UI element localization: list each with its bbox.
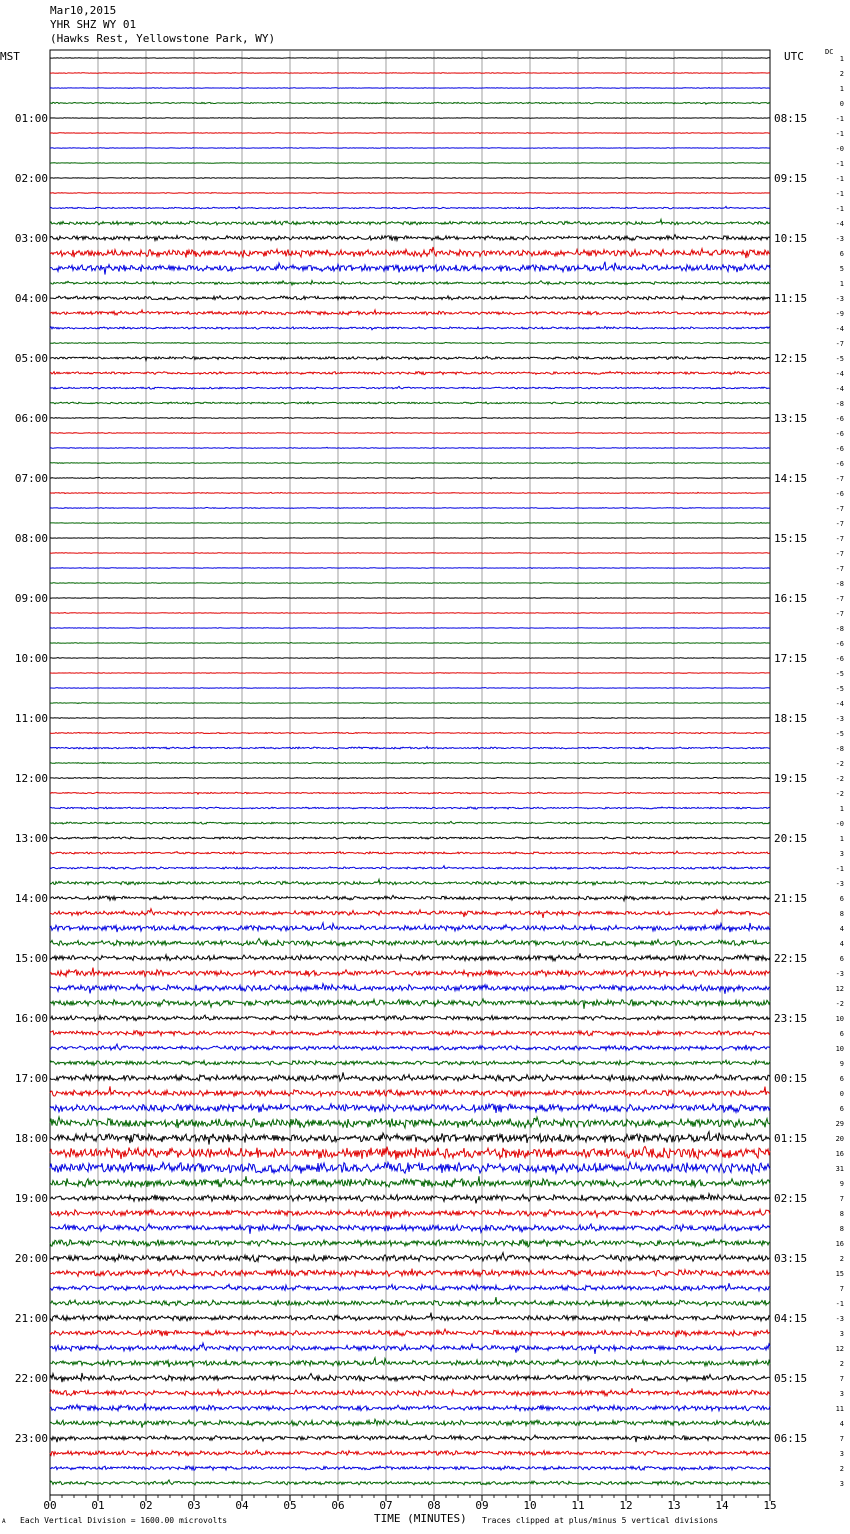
dc-offset-label: 7	[839, 1195, 844, 1203]
trace-line	[50, 296, 770, 300]
left-hour-label: 11:00	[14, 712, 48, 725]
trace-line	[50, 1015, 770, 1021]
dc-offset-label: 8	[839, 1225, 844, 1233]
right-hour-label: 21:15	[774, 892, 808, 905]
x-tick-label: 10	[523, 1499, 537, 1512]
dc-offset-label: -2	[835, 790, 844, 798]
dc-offset-label: -3	[835, 1315, 844, 1323]
dc-offset-label: 2	[839, 1465, 844, 1473]
left-hour-label: 04:00	[14, 292, 48, 305]
x-tick-label: 04	[235, 1499, 249, 1512]
trace-line	[50, 673, 770, 674]
trace-line	[50, 262, 770, 275]
trace-line	[50, 1269, 770, 1277]
dc-offset-label: -3	[835, 970, 844, 978]
scale-note: Each Vertical Division = 1600.00 microvolts	[20, 1516, 228, 1525]
trace-line	[50, 58, 770, 59]
trace-line	[50, 939, 770, 947]
trace-line	[50, 1044, 770, 1050]
dc-offset-label: -4	[835, 385, 844, 393]
x-tick-label: 03	[187, 1499, 201, 1512]
left-hour-label: 14:00	[14, 892, 48, 905]
dc-offset-label: -4	[835, 325, 844, 333]
dc-offset-label: 1	[839, 835, 844, 843]
trace-line	[50, 1480, 770, 1485]
dc-offset-label: -8	[835, 625, 844, 633]
trace-line	[50, 492, 770, 493]
dc-offset-label: 1	[839, 280, 844, 288]
left-hour-label: 05:00	[14, 352, 48, 365]
right-hour-label: 02:15	[774, 1192, 808, 1205]
trace-line	[50, 327, 770, 330]
dc-offset-label: -5	[835, 670, 844, 678]
corner-mark: A	[2, 1518, 6, 1525]
trace-line	[50, 657, 770, 658]
trace-line	[50, 953, 770, 961]
right-hour-label: 10:15	[774, 232, 808, 245]
left-hour-label: 13:00	[14, 832, 48, 845]
left-hour-label: 03:00	[14, 232, 48, 245]
x-tick-label: 12	[619, 1499, 633, 1512]
trace-line	[50, 1297, 770, 1306]
trace-line	[50, 553, 770, 554]
trace-line	[50, 1147, 770, 1160]
left-hour-label: 07:00	[14, 472, 48, 485]
dc-offset-label: 8	[839, 910, 844, 918]
right-hour-label: 13:15	[774, 412, 808, 425]
dc-offset-label: 3	[839, 1390, 844, 1398]
dc-offset-label: -6	[835, 415, 844, 423]
trace-line	[50, 613, 770, 614]
dc-offset-label: -4	[835, 220, 844, 228]
dc-offset-label: -6	[835, 430, 844, 438]
trace-line	[50, 1253, 770, 1262]
trace-line	[50, 923, 770, 932]
trace-line	[50, 777, 770, 779]
trace-line	[50, 163, 770, 164]
trace-line	[50, 386, 770, 389]
station-location: (Hawks Rest, Yellowstone Park, WY)	[50, 32, 276, 45]
trace-line	[50, 342, 770, 344]
dc-offset-label: -7	[835, 610, 844, 618]
dc-offset-label: 6	[839, 1105, 844, 1113]
trace-line	[50, 703, 770, 704]
trace-line	[50, 909, 770, 918]
dc-offset-label: 15	[835, 1270, 844, 1278]
right-hour-label: 18:15	[774, 712, 808, 725]
trace-line	[50, 821, 770, 824]
trace-line	[50, 538, 770, 539]
dc-offset-label: -1	[835, 1300, 844, 1308]
dc-offset-label: 6	[839, 955, 844, 963]
dc-offset-label: -3	[835, 235, 844, 243]
trace-line	[50, 235, 770, 241]
right-hour-label: 19:15	[774, 772, 808, 785]
trace-line	[50, 310, 770, 315]
left-hour-label: 22:00	[14, 1372, 48, 1385]
dc-offset-label: -1	[835, 115, 844, 123]
dc-offset-label: -8	[835, 400, 844, 408]
trace-line	[50, 851, 770, 854]
dc-offset-label: -5	[835, 685, 844, 693]
left-hour-label: 20:00	[14, 1252, 48, 1265]
trace-line	[50, 1388, 770, 1396]
dc-offset-label: 9	[839, 1180, 844, 1188]
dc-offset-label: -9	[835, 310, 844, 318]
right-hour-label: 09:15	[774, 172, 808, 185]
trace-line	[50, 1373, 770, 1382]
x-tick-label: 00	[43, 1499, 57, 1512]
dc-offset-label: -7	[835, 475, 844, 483]
trace-line	[50, 88, 770, 89]
dc-offset-label: 16	[835, 1150, 844, 1158]
dc-offset-label: 2	[839, 1360, 844, 1368]
right-hour-label: 01:15	[774, 1132, 808, 1145]
dc-offset-label: -6	[835, 655, 844, 663]
trace-line	[50, 628, 770, 629]
x-tick-label: 02	[139, 1499, 153, 1512]
dc-offset-label: -1	[835, 190, 844, 198]
dc-offset-label: 3	[839, 1450, 844, 1458]
dc-offset-label: -1	[835, 175, 844, 183]
left-hour-label: 08:00	[14, 532, 48, 545]
trace-line	[50, 1132, 770, 1145]
dc-offset-label: 1	[839, 85, 844, 93]
trace-line	[50, 1162, 770, 1174]
dc-offset-label: -2	[835, 775, 844, 783]
dc-offset-label: -6	[835, 490, 844, 498]
trace-line	[50, 1313, 770, 1321]
left-hour-label: 09:00	[14, 592, 48, 605]
trace-line	[50, 1224, 770, 1234]
x-tick-label: 05	[283, 1499, 297, 1512]
trace-line	[50, 477, 770, 479]
trace-line	[50, 583, 770, 584]
trace-line	[50, 417, 770, 418]
right-hour-label: 04:15	[774, 1312, 808, 1325]
trace-line	[50, 643, 770, 644]
dc-offset-label: -5	[835, 730, 844, 738]
left-hour-label: 15:00	[14, 952, 48, 965]
dc-offset-label: 7	[839, 1285, 844, 1293]
dc-offset-label: 2	[839, 1255, 844, 1263]
dc-offset-label: 5	[839, 265, 844, 273]
trace-line	[50, 447, 770, 448]
dc-offset-label: 12	[835, 1345, 844, 1353]
trace-line	[50, 1117, 770, 1128]
dc-offset-label: -2	[835, 760, 844, 768]
x-tick-label: 01	[91, 1499, 105, 1512]
dc-offset-label: 6	[839, 1075, 844, 1083]
dc-offset-label: -0	[835, 145, 844, 153]
dc-offset-label: -6	[835, 445, 844, 453]
trace-line	[50, 792, 770, 794]
trace-line	[50, 1240, 770, 1247]
x-tick-label: 06	[331, 1499, 345, 1512]
right-hour-label: 05:15	[774, 1372, 808, 1385]
dc-offset-label: 6	[839, 1030, 844, 1038]
trace-line	[50, 718, 770, 719]
dc-offset-label: -6	[835, 460, 844, 468]
clip-note: Traces clipped at plus/minus 5 vertical divisions	[482, 1516, 719, 1525]
dc-offset-label: -7	[835, 565, 844, 573]
left-hour-label: 23:00	[14, 1432, 48, 1445]
dc-offset-label: -4	[835, 700, 844, 708]
dc-offset-label: 8	[839, 1210, 844, 1218]
trace-line	[50, 895, 770, 900]
left-hour-label: 12:00	[14, 772, 48, 785]
trace-line	[50, 807, 770, 809]
dc-offset-label: -1	[835, 205, 844, 213]
trace-line	[50, 133, 770, 134]
dc-offset-label: 16	[835, 1240, 844, 1248]
x-tick-label: 14	[715, 1499, 729, 1512]
dc-offset-label: -8	[835, 745, 844, 753]
dc-offset-label: -7	[835, 535, 844, 543]
dc-offset-label: -4	[835, 370, 844, 378]
trace-line	[50, 1209, 770, 1218]
dc-offset-label: 3	[839, 1330, 844, 1338]
station-code: YHR SHZ WY 01	[50, 18, 137, 31]
left-hour-label: 17:00	[14, 1072, 48, 1085]
right-hour-label: 00:15	[774, 1072, 808, 1085]
dc-offset-label: 4	[839, 925, 844, 933]
trace-line	[50, 356, 770, 360]
right-hour-label: 20:15	[774, 832, 808, 845]
dc-offset-label: 3	[839, 850, 844, 858]
right-hour-label: 17:15	[774, 652, 808, 665]
trace-line	[50, 732, 770, 733]
dc-offset-label: 7	[839, 1435, 844, 1443]
trace-line	[50, 688, 770, 689]
trace-line	[50, 1086, 770, 1096]
trace-line	[50, 178, 770, 179]
dc-offset-label: -5	[835, 355, 844, 363]
right-hour-label: 12:15	[774, 352, 808, 365]
trace-line	[50, 463, 770, 464]
dc-offset-label: 6	[839, 895, 844, 903]
left-hour-label: 02:00	[14, 172, 48, 185]
dc-offset-label: 4	[839, 940, 844, 948]
trace-line	[50, 1194, 770, 1204]
dc-offset-label: -1	[835, 865, 844, 873]
dc-offset-label: 4	[839, 1420, 844, 1428]
trace-line	[50, 206, 770, 208]
right-hour-label: 06:15	[774, 1432, 808, 1445]
trace-line	[50, 1176, 770, 1187]
trace-line	[50, 1358, 770, 1367]
x-tick-label: 07	[379, 1499, 393, 1512]
right-timezone-label: UTC	[784, 50, 804, 63]
left-hour-label: 19:00	[14, 1192, 48, 1205]
dc-offset-label: -7	[835, 550, 844, 558]
left-hour-label: 16:00	[14, 1012, 48, 1025]
dc-offset-label: -6	[835, 640, 844, 648]
trace-line	[50, 523, 770, 524]
dc-offset-label: -1	[835, 130, 844, 138]
dc-offset-label: 12	[835, 985, 844, 993]
dc-offset-label: 29	[835, 1120, 844, 1128]
trace-line	[50, 1466, 770, 1470]
dc-offset-label: 7	[839, 1375, 844, 1383]
trace-line	[50, 118, 770, 119]
trace-line	[50, 281, 770, 286]
dc-offset-label: -1	[835, 160, 844, 168]
trace-line	[50, 837, 770, 840]
trace-line	[50, 1343, 770, 1354]
right-hour-label: 23:15	[774, 1012, 808, 1025]
dc-offset-label: -2	[835, 1000, 844, 1008]
dc-offset-label: 0	[839, 1090, 844, 1098]
dc-offset-label: 2	[839, 70, 844, 78]
left-hour-label: 10:00	[14, 652, 48, 665]
trace-line	[50, 746, 770, 749]
trace-line	[50, 1060, 770, 1065]
trace-line	[50, 879, 770, 885]
dc-offset-label: 20	[835, 1135, 844, 1143]
x-tick-label: 09	[475, 1499, 489, 1512]
dc-offset-label: -8	[835, 580, 844, 588]
dc-offset-label: 9	[839, 1060, 844, 1068]
trace-line	[50, 73, 770, 74]
trace-line	[50, 402, 770, 404]
left-hour-label: 18:00	[14, 1132, 48, 1145]
trace-line	[50, 102, 770, 104]
trace-line	[50, 1403, 770, 1410]
dc-offset-label: 3	[839, 1480, 844, 1488]
trace-line	[50, 1435, 770, 1442]
right-hour-label: 11:15	[774, 292, 808, 305]
dc-offset-label: -3	[835, 880, 844, 888]
trace-line	[50, 193, 770, 194]
dc-column-label: DC	[825, 48, 834, 56]
dc-offset-label: 0	[839, 100, 844, 108]
trace-line	[50, 432, 770, 433]
dc-offset-label: -7	[835, 340, 844, 348]
chart-date: Mar10,2015	[50, 4, 117, 17]
trace-line	[50, 148, 770, 149]
trace-line	[50, 999, 770, 1009]
trace-line	[50, 598, 770, 599]
right-hour-label: 08:15	[774, 112, 808, 125]
trace-line	[50, 247, 770, 258]
trace-line	[50, 762, 770, 764]
right-hour-label: 15:15	[774, 532, 808, 545]
right-hour-label: 16:15	[774, 592, 808, 605]
trace-line	[50, 219, 770, 225]
trace-line	[50, 372, 770, 375]
left-timezone-label: MST	[0, 50, 20, 63]
left-hour-label: 06:00	[14, 412, 48, 425]
dc-offset-label: 1	[839, 805, 844, 813]
dc-offset-label: -3	[835, 715, 844, 723]
trace-line	[50, 568, 770, 569]
right-hour-label: 22:15	[774, 952, 808, 965]
trace-line	[50, 1072, 770, 1081]
dc-offset-label: -7	[835, 520, 844, 528]
trace-line	[50, 1329, 770, 1337]
trace-line	[50, 1450, 770, 1456]
dc-offset-label: -0	[835, 820, 844, 828]
dc-offset-label: -7	[835, 505, 844, 513]
trace-line	[50, 1283, 770, 1291]
dc-offset-label: 1	[839, 55, 844, 63]
left-hour-label: 01:00	[14, 112, 48, 125]
x-tick-label: 11	[571, 1499, 585, 1512]
trace-line	[50, 1031, 770, 1036]
right-hour-label: 03:15	[774, 1252, 808, 1265]
left-hour-label: 21:00	[14, 1312, 48, 1325]
trace-line	[50, 866, 770, 869]
x-tick-label: 15	[763, 1499, 777, 1512]
dc-offset-label: -7	[835, 595, 844, 603]
dc-offset-label: -3	[835, 295, 844, 303]
dc-offset-label: 31	[835, 1165, 844, 1173]
x-axis-title: TIME (MINUTES)	[374, 1512, 467, 1525]
dc-offset-label: 6	[839, 250, 844, 258]
right-hour-label: 14:15	[774, 472, 808, 485]
trace-line	[50, 1419, 770, 1427]
dc-offset-label: 10	[835, 1015, 844, 1023]
x-tick-label: 13	[667, 1499, 681, 1512]
trace-line	[50, 968, 770, 977]
dc-offset-label: 11	[835, 1405, 844, 1413]
trace-line	[50, 1104, 770, 1113]
trace-line	[50, 507, 770, 508]
dc-offset-label: 10	[835, 1045, 844, 1053]
x-tick-label: 08	[427, 1499, 441, 1512]
trace-line	[50, 984, 770, 994]
